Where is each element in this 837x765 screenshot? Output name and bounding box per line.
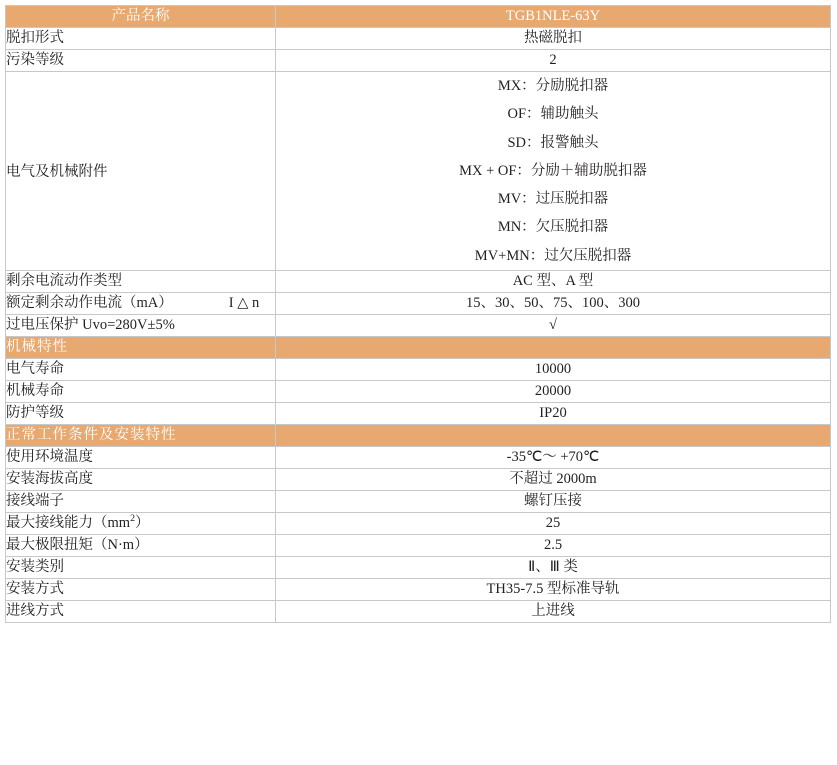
accessory-line: MX：分励脱扣器 [497,78,609,95]
accessory-line: MV：过压脱扣器 [497,191,609,208]
row-label-max-wire-capacity [6,513,276,535]
row-label-accessories: 电气及机械附件 [6,72,276,271]
section-value-mechanical-characteristics [276,336,831,358]
row-label-rated-residual-current [6,292,276,314]
row-label-terminal: 接线端子 [6,491,276,513]
row-value-electrical-life: 10000 [276,358,831,380]
row-value-incoming-line: 上进线 [276,601,831,623]
row-label-electrical-life: 电气寿命 [6,358,276,380]
row-value-ambient-temperature: -35℃～ +70℃ [276,447,831,469]
table-row [6,513,831,535]
row-label-max-wire-capacity-text: 最大接线能力（mm [6,515,131,532]
table-row [6,380,831,402]
row-value-max-torque: 2.5 [276,535,831,557]
row-value-pollution-degree: 2 [276,50,831,72]
accessory-line: MV+MN：过欠压脱扣器 [474,247,632,264]
table-row [6,469,831,491]
row-label-max-wire-capacity-exponent: 2 [130,513,135,525]
table-row [6,491,831,513]
table-row [6,50,831,72]
row-value-rated-residual-current: 15、30、50、75、100、300 [276,292,831,314]
row-label-installation-category: 安装类别 [6,557,276,579]
table-row [6,403,831,425]
table-row [6,601,831,623]
row-label-rated-residual-current-text: 额定剩余动作电流（mA） [6,294,173,311]
accessory-line: MX + OF：分励＋辅助脱扣器 [459,162,647,179]
row-value-accessories [276,72,831,271]
table-row [6,535,831,557]
row-label-ambient-temperature: 使用环境温度 [6,447,276,469]
table-row [6,270,831,292]
table-row [6,28,831,50]
table-header-row [6,6,831,28]
row-label-incoming-line: 进线方式 [6,601,276,623]
table-row-accessories [6,72,831,271]
table-row [6,358,831,380]
accessory-line: MN：欠压脱扣器 [497,219,609,236]
accessory-line: OF：辅助触头 [507,106,599,123]
row-value-altitude: 不超过 2000m [276,469,831,491]
section-value-operating-conditions [276,425,831,447]
row-value-mechanical-life: 20000 [276,380,831,402]
row-label-max-wire-capacity-text-end: ） [134,515,150,532]
table-row [6,579,831,601]
row-label-protection-degree: 防护等级 [6,403,276,425]
table-row [6,447,831,469]
row-label-altitude: 安装海拔高度 [6,469,276,491]
section-row-mechanical-characteristics [6,336,831,358]
row-value-terminal: 螺钉压接 [276,491,831,513]
row-value-overvoltage-protection: √ [276,314,831,336]
row-label-mechanical-life: 机械寿命 [6,380,276,402]
row-value-max-wire-capacity: 25 [276,513,831,535]
table-row [6,292,831,314]
section-label-operating-conditions: 正常工作条件及安装特性 [6,425,276,447]
row-label-max-torque: 最大极限扭矩（N·m） [6,535,276,557]
row-label-rated-residual-current-symbol: I △ n [228,294,260,311]
row-value-installation-category: Ⅱ、Ⅲ 类 [276,557,831,579]
row-value-installation-method: TH35-7.5 型标准导轨 [276,579,831,601]
section-row-operating-conditions [6,425,831,447]
row-label-residual-current-type: 剩余电流动作类型 [6,270,276,292]
product-specification-table [5,5,831,623]
header-label-product-name: 产品名称 [6,6,276,28]
row-value-protection-degree: IP20 [276,403,831,425]
header-value-product-model: TGB1NLE-63Y [276,6,831,28]
row-label-trip-type: 脱扣形式 [6,28,276,50]
section-label-mechanical-characteristics: 机械特性 [6,336,276,358]
row-label-pollution-degree: 污染等级 [6,50,276,72]
row-label-overvoltage-protection: 过电压保护 Uvo=280V±5% [6,314,276,336]
accessory-line: SD：报警触头 [507,134,599,151]
row-value-residual-current-type: AC 型、A 型 [276,270,831,292]
row-label-installation-method: 安装方式 [6,579,276,601]
table-row [6,314,831,336]
row-value-trip-type: 热磁脱扣 [276,28,831,50]
table-row [6,557,831,579]
